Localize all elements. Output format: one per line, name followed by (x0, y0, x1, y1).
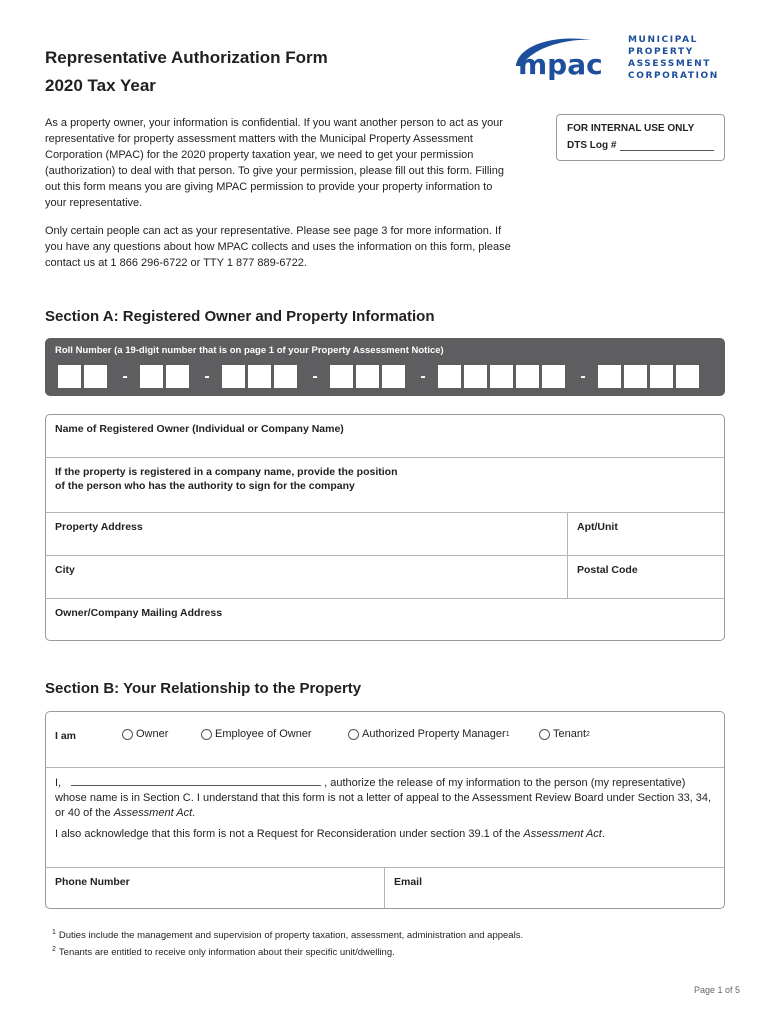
page-number: Page 1 of 5 (693, 985, 740, 995)
auth-period: . (192, 807, 196, 819)
roll-number-boxes (58, 365, 702, 388)
mpac-logo-mark (512, 36, 618, 82)
ack-text: I also acknowledge that this form is not a Request for Reconsideration under section 39.1 of the (55, 828, 524, 840)
relationship-row (46, 712, 724, 768)
property-address-label[interactable]: Property Address (55, 521, 143, 533)
roll-digit[interactable] (248, 365, 271, 388)
radio-employee-label: Employee of Owner (215, 728, 312, 740)
roll-digit[interactable] (542, 365, 565, 388)
footnote-2-number: 2 (52, 946, 56, 954)
owner-name-field[interactable] (46, 415, 724, 458)
section-b-title: Section B: Your Relationship to the Property (45, 680, 362, 697)
radio-tenant[interactable] (539, 728, 590, 740)
name-blank-line[interactable] (71, 776, 321, 786)
divider (567, 513, 568, 555)
mailing-address-field[interactable] (46, 599, 724, 641)
roll-dash: - (312, 367, 318, 385)
divider (567, 556, 568, 598)
roll-digit[interactable] (356, 365, 379, 388)
radio-tenant-label: Tenant (553, 728, 587, 740)
roll-dash: - (122, 367, 128, 385)
internal-use-box (556, 114, 725, 161)
property-address-row (46, 513, 724, 556)
radio-owner-label: Owner (136, 728, 169, 740)
logo-line-1: MUNICIPAL (628, 35, 698, 45)
phone-label[interactable]: Phone Number (55, 876, 130, 888)
roll-digit[interactable] (464, 365, 487, 388)
roll-digit[interactable] (676, 365, 699, 388)
roll-dash: - (580, 367, 586, 385)
intro-paragraph-2: Only certain people can act as your representative. Please see page 3 for more information. If you have any questions about how MPAC collects and uses the information on this form, please contact us at 1 866 296-6722 or TTY 1 877 889-6722. (45, 225, 511, 269)
dts-log-line (620, 142, 714, 151)
radio-circle-icon[interactable] (348, 729, 359, 740)
roll-digit[interactable] (58, 365, 81, 388)
roll-digit[interactable] (438, 365, 461, 388)
city-row (46, 556, 724, 599)
tax-year: 2020 Tax Year (45, 76, 156, 95)
form-title: Representative Authorization Form (45, 48, 328, 67)
roll-digit[interactable] (166, 365, 189, 388)
owner-name-label: Name of Registered Owner (Individual or Company Name) (55, 423, 344, 435)
roll-number-label: Roll Number (a 19-digit number that is on page 1 of your Property Assessment Notice) (55, 345, 444, 356)
roll-digit[interactable] (516, 365, 539, 388)
section-a-title: Section A: Registered Owner and Property Information (45, 308, 435, 325)
footnote-ref: 1 (505, 730, 510, 738)
footnote-ref: 2 (586, 730, 590, 738)
intro-paragraph-1: As a property owner, your information is confidential. If you want another person to act as your representative for property assessment matters with the Municipal Property Assessment Corporation (MPAC) for the 2020 property taxation year, we need to get your permission (authorization) to deal with that person. To give your permission, please fill out this form. Filling out this form means you are giving MPAC permission to provide your property information to your representative. (45, 117, 504, 209)
logo-mark-text: mpac (518, 48, 603, 81)
postal-code-label[interactable]: Postal Code (577, 564, 638, 576)
ack-period: . (601, 828, 605, 840)
owner-info-box (45, 414, 725, 641)
acknowledgement-statement (55, 828, 605, 840)
footnote-2-text: Tenants are entitled to receive only information about their specific unit/dwelling. (58, 947, 395, 959)
radio-owner[interactable] (122, 728, 168, 740)
footnote-2 (52, 943, 523, 960)
roll-digit[interactable] (624, 365, 647, 388)
auth-prefix: I, (55, 777, 62, 789)
position-label-line-1: If the property is registered in a company name, provide the position (55, 466, 398, 478)
roll-dash: - (204, 367, 210, 385)
internal-use-title: FOR INTERNAL USE ONLY (567, 123, 695, 134)
authorization-statement (55, 776, 715, 821)
roll-dash: - (420, 367, 426, 385)
email-label[interactable]: Email (394, 876, 423, 888)
roll-digit[interactable] (140, 365, 163, 388)
logo-wordmark (628, 34, 719, 82)
radio-manager[interactable] (348, 728, 510, 740)
roll-digit[interactable] (650, 365, 673, 388)
footnotes (52, 926, 523, 960)
relationship-box (45, 711, 725, 909)
auth-text: , authorize the release of my information to the person (my representative) whose name is in Section C. I understand that this form is not a letter of appeal to the Assessment Review Board under Section 33, 34, or 40 of the (55, 777, 712, 819)
city-label[interactable]: City (55, 564, 75, 576)
apt-unit-label[interactable]: Apt/Unit (577, 521, 618, 533)
position-label-line-2: of the person who has the authority to sign for the company (55, 480, 355, 492)
contact-row (46, 868, 724, 909)
authorization-row (46, 768, 724, 868)
radio-manager-label: Authorized Property Manager (362, 728, 506, 740)
roll-digit[interactable] (84, 365, 107, 388)
radio-employee[interactable] (201, 728, 312, 740)
radio-circle-icon[interactable] (201, 729, 212, 740)
radio-circle-icon[interactable] (122, 729, 133, 740)
i-am-label: I am (55, 730, 77, 742)
mpac-logo (512, 34, 727, 86)
dts-log-label: DTS Log # (567, 140, 617, 151)
footnote-1-number: 1 (52, 929, 56, 936)
position-label (55, 465, 398, 493)
roll-digit[interactable] (598, 365, 621, 388)
mailing-address-label: Owner/Company Mailing Address (55, 607, 223, 619)
logo-line-3: ASSESSMENT (628, 59, 712, 69)
footnote-1 (52, 926, 523, 943)
roll-digit[interactable] (274, 365, 297, 388)
roll-number-panel (45, 338, 725, 396)
roll-digit[interactable] (330, 365, 353, 388)
act-name: Assessment Act (113, 807, 193, 819)
logo-line-2: PROPERTY (628, 47, 694, 57)
radio-circle-icon[interactable] (539, 729, 550, 740)
act-name: Assessment Act (523, 828, 602, 840)
footnote-1-text: Duties include the management and supervision of property taxation, assessment, administration and appeals. (58, 930, 524, 942)
divider (384, 868, 385, 909)
roll-digit[interactable] (222, 365, 245, 388)
position-field[interactable] (46, 458, 724, 513)
roll-digit[interactable] (382, 365, 405, 388)
roll-digit[interactable] (490, 365, 513, 388)
dts-log-field (567, 140, 714, 151)
logo-line-4: CORPORATION (628, 71, 719, 81)
